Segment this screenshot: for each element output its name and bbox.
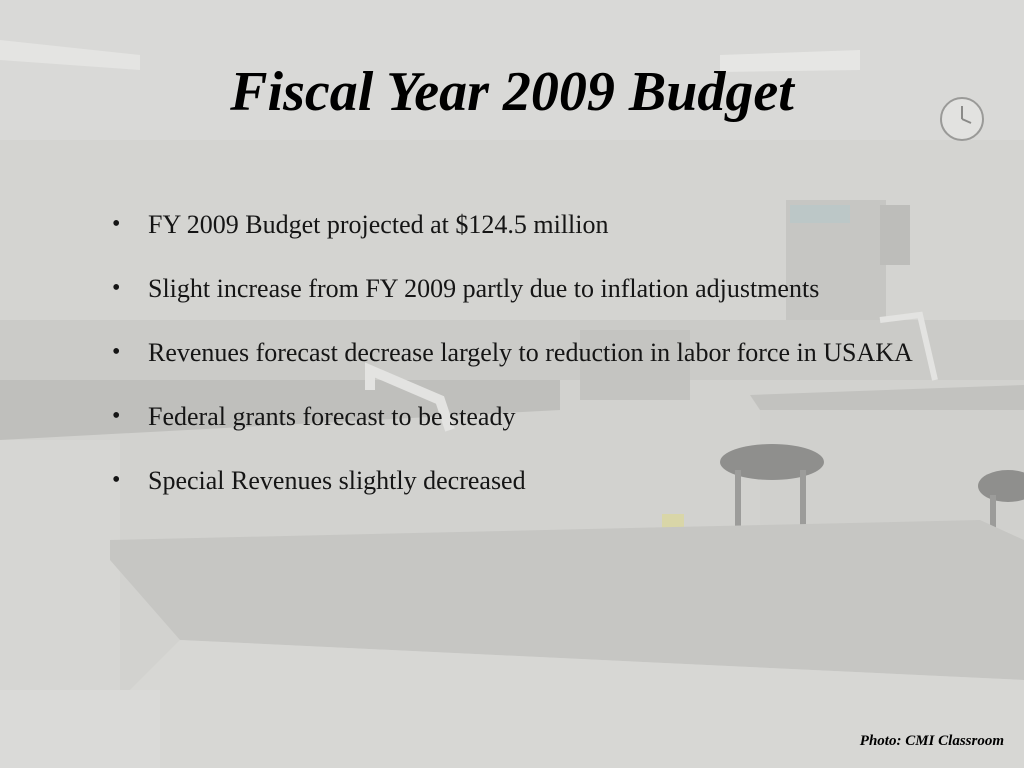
bullet-dot-icon: •: [112, 467, 121, 493]
bullet-dot-icon: •: [112, 339, 121, 365]
bullet-item: [112, 260, 982, 317]
bullet-dot-icon: •: [112, 275, 121, 301]
bullet-dot-icon: •: [112, 403, 121, 429]
bullet-item: [112, 388, 982, 445]
bullet-dot-icon: •: [112, 211, 121, 237]
bullet-item: [112, 452, 982, 509]
bullet-list: [112, 196, 982, 516]
bullet-text: Slight increase from FY 2009 partly due to inflation adjustments: [148, 274, 820, 303]
bullet-item: [112, 196, 982, 253]
bullet-item: [112, 324, 982, 381]
bullet-text: Federal grants forecast to be steady: [148, 402, 516, 431]
slide-title: Fiscal Year 2009 Budget: [230, 61, 794, 123]
bullet-text: Special Revenues slightly decreased: [148, 466, 526, 495]
bullet-text: Revenues forecast decrease largely to reduction in labor force in USAKA: [148, 338, 913, 367]
photo-credit: Photo: CMI Classroom: [859, 733, 1004, 749]
bullet-text: FY 2009 Budget projected at $124.5 million: [148, 210, 609, 239]
